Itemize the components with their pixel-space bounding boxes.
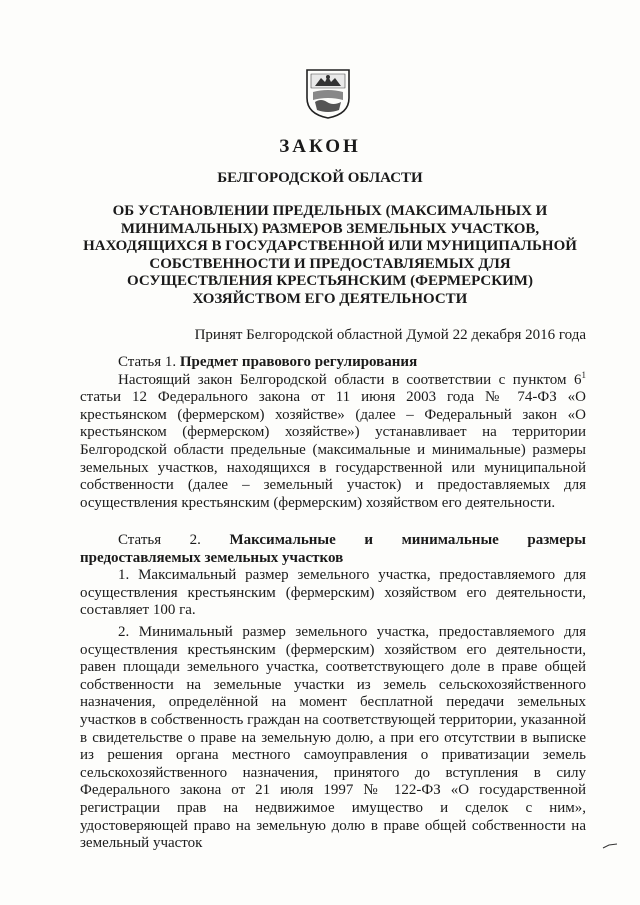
article-2-title-cont: предоставляемых земельных участков — [80, 549, 344, 566]
article-1-label: Статья 1. — [118, 354, 177, 370]
law-title-line: ХОЗЯЙСТВОМ ЕГО ДЕЯТЕЛЬНОСТИ — [192, 290, 468, 307]
article-2-heading-word: размеры — [527, 532, 586, 548]
adoption-note: Принят Белгородской областной Думой 22 декабря 2016 года — [194, 327, 586, 343]
article-2-paragraph-1: 1. Максимальный размер земельного участка, предоставляемого для осуществления крестьянским (фермерским) хозяйством его деятельности, составляет 100 га. — [80, 567, 586, 619]
article-1-heading — [80, 354, 586, 372]
document-title: ЗАКОН — [279, 136, 361, 157]
article-1-text-a: Настоящий закон Белгородской области в соответствии с пунктом 6 — [118, 371, 582, 388]
article-2-paragraph-2: 2. Минимальный размер земельного участка, предоставляемого для осуществления крестьянским (фермерским) хозяйством его деятельности, равен площади земельного участка, соответствующего доле в праве общей собственности на земельные участки из земель сельскохозяйственного назначения, определённой на момент бесплатной передачи земельных участков в собственность граждан на соответствующей территории, указанной в свидетельстве о праве на земельную долю, а при его отсутствии в выписке из решения органа местного самоуправления о приватизации земель сельскохозяйственного назначения, принятого до вступления в силу Федерального закона от 21 июля 1997 № 122-ФЗ «О государственной регистрации прав на недвижимое имущество и сделок с ним», удостоверяющей право на земельную долю в праве общей собственности на земельный участок — [80, 623, 586, 852]
article-1 — [80, 354, 586, 512]
law-title — [70, 203, 590, 309]
law-title-line: ОБ УСТАНОВЛЕНИИ ПРЕДЕЛЬНЫХ (МАКСИМАЛЬНЫХ И — [112, 203, 548, 219]
article-1-paragraph — [80, 369, 586, 513]
law-title-line: СОБСТВЕННОСТИ И ПРЕДОСТАВЛЯЕМЫХ ДЛЯ — [149, 255, 511, 272]
superscript: 1 — [581, 369, 586, 380]
law-title-line: ОСУЩЕСТВЛЕНИЯ КРЕСТЬЯНСКИМ (ФЕРМЕРСКИМ) — [127, 273, 533, 290]
article-1-title: Предмет правового регулирования — [179, 354, 418, 370]
document-region: БЕЛГОРОДСКОЙ ОБЛАСТИ — [217, 170, 423, 186]
law-title-line: НАХОДЯЩИХСЯ В ГОСУДАРСТВЕННОЙ ИЛИ МУНИЦИПАЛЬНОЙ — [83, 238, 577, 255]
law-title-line: МИНИМАЛЬНЫХ) РАЗМЕРОВ ЗЕМЕЛЬНЫХ УЧАСТКОВ, — [120, 220, 540, 237]
article-2-label-num: 2. — [189, 532, 201, 548]
article-2-heading-word: минимальные — [401, 532, 499, 548]
article-2-label-word: Статья — [118, 532, 162, 548]
article-1-text-b: статьи 12 Федерального закона от 11 июня 2003 года № 74-ФЗ «О крестьянском (фермерском) хозяйстве» (далее – Федеральный закон «О крестьянском (фермерском) хозяйстве») устанавливает на территории Белгородской области предельные (максимальные и минимальные) размеры земельных участков, находящихся в государственной или муниципальной собственности (далее – земельный участок) и предоставляемых для осуществления крестьянским (фермерским) хозяйством его деятельности. — [80, 389, 586, 511]
coat-of-arms-icon — [305, 68, 351, 120]
pen-mark-icon — [602, 843, 618, 849]
article-2-heading-word: и — [364, 532, 374, 548]
article-2-heading — [80, 532, 586, 550]
article-2-heading-word: Максимальные — [229, 532, 336, 548]
article-2-heading-line2 — [80, 550, 586, 568]
article-2 — [80, 532, 586, 853]
